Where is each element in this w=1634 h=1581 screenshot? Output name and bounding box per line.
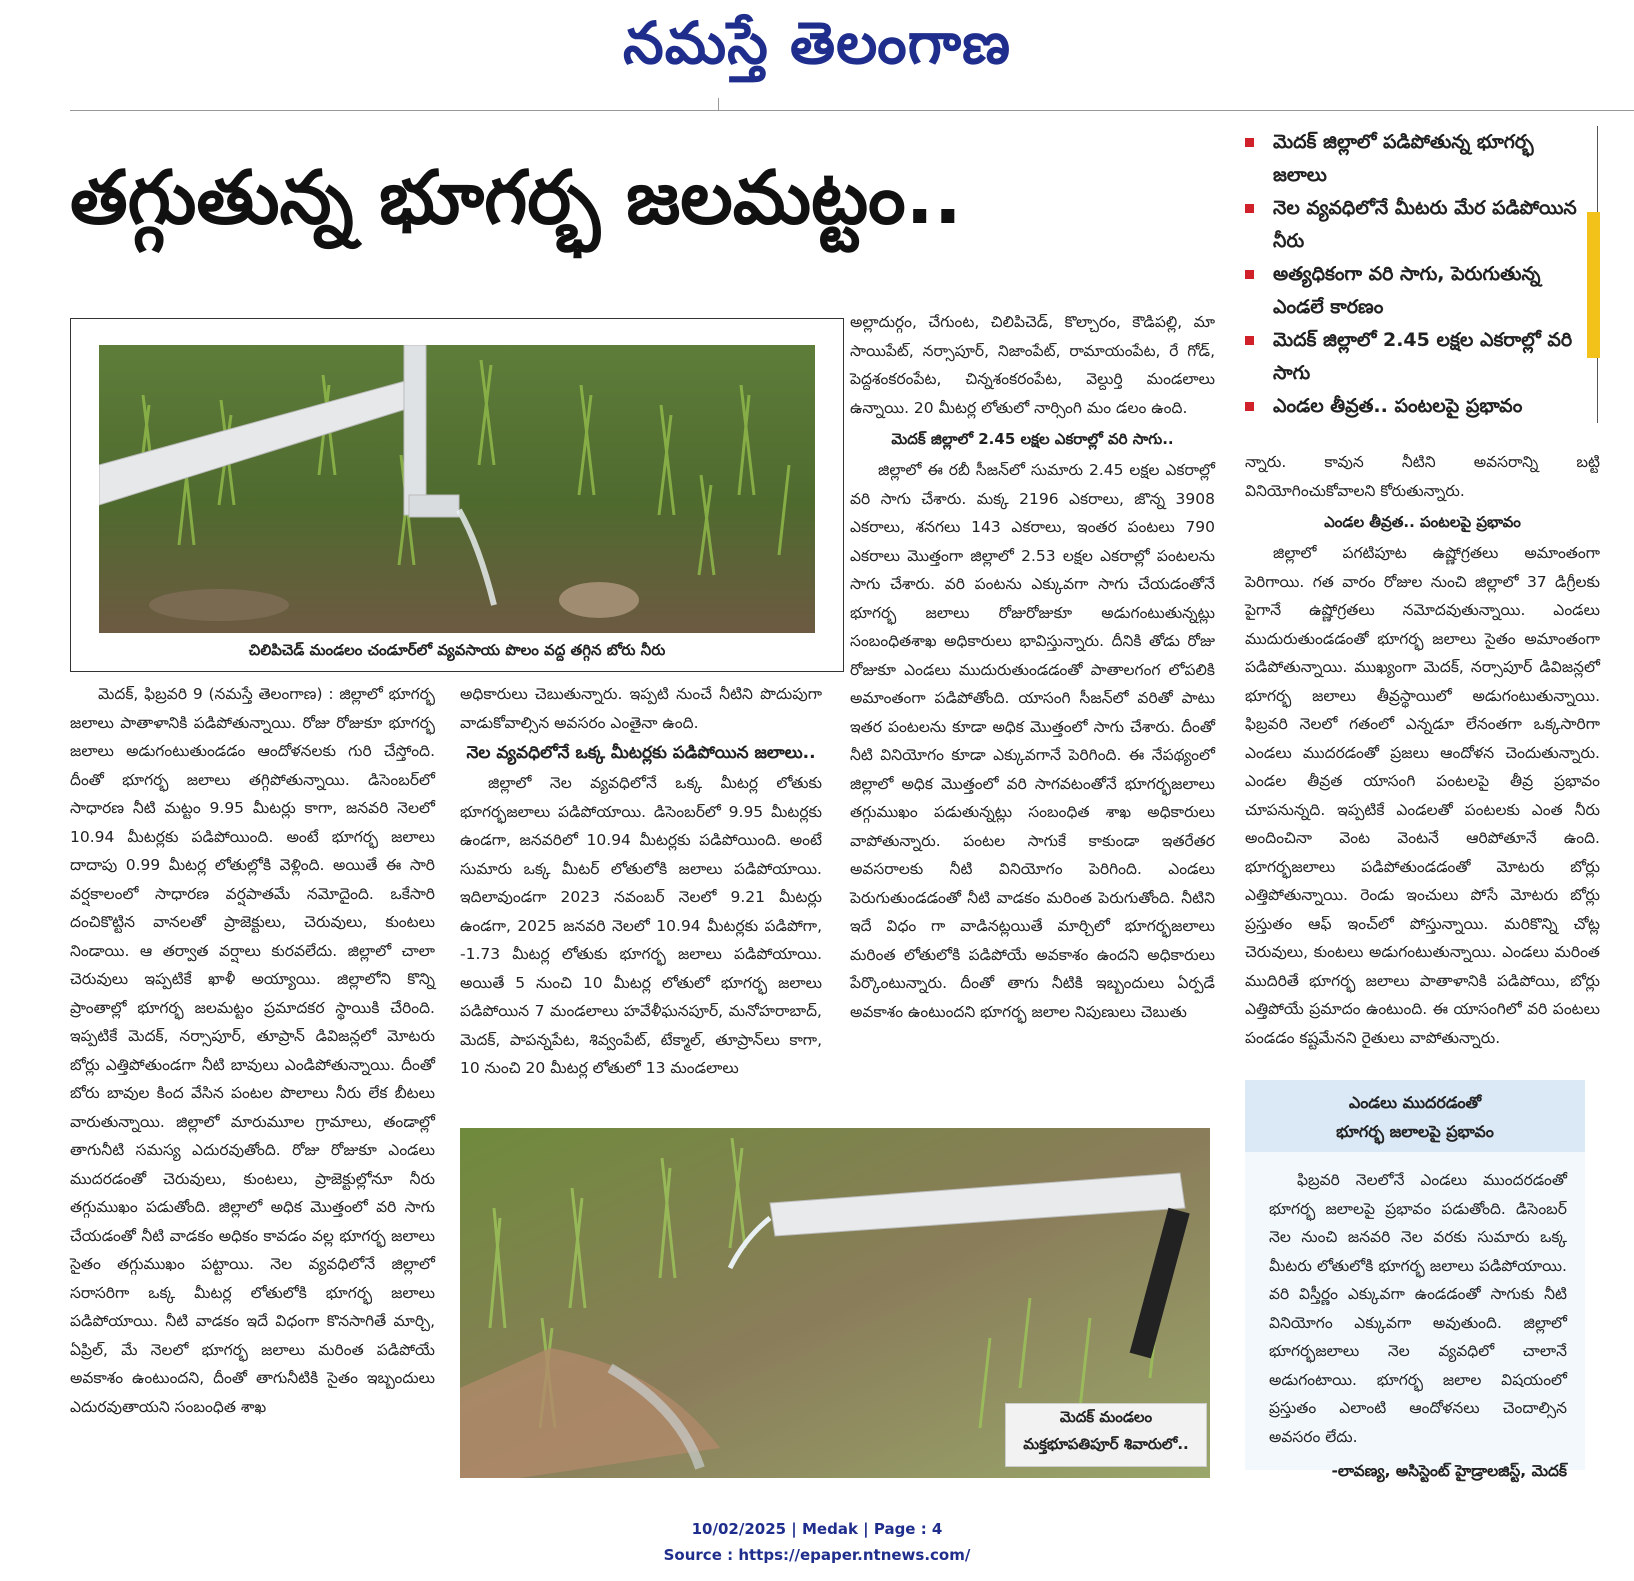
- highlight-item: అత్యధికంగా వరి సాగు, పెరుగుతున్న ఎండలే కారణం: [1245, 258, 1585, 324]
- highlight-item: నెల వ్యవధిలోనే మీటరు మేర పడిపోయిన నీరు: [1245, 192, 1585, 258]
- quote-box-signature: -లావణ్య, అసిస్టెంట్ హైడ్రాలజిస్ట్, మెదక్: [1331, 1462, 1567, 1480]
- page-footer: [0, 1516, 1634, 1568]
- bullet-square-icon: [1245, 138, 1254, 147]
- bullet-square-icon: [1245, 204, 1254, 213]
- column-2-text: జిల్లాలో నెల వ్యవధిలోనే ఒక్క మీటర్ల లోతుకు భూగర్భజలాలు పడిపోయాయి. డిసెంబర్‌లో 9.95 మీటర్లకు ఉండగా, జనవరిలో 10.94 మీటర్లకు పడిపోయింది. అంటే సుమారు ఒక్క మీటర్ లోతులోకి జలాలు పడిపోయాయి. ఇదిలావుండగా 2023 నవంబర్ నెలలో 9.21 మీటర్లు ఉండగా, 2025 జనవరి నెలలో 10.94 మీటర్లకు పడిపోగా, -1.73 మీటర్ల లోతుకు భూగర్భ జలాలు పడిపోయాయి. అయితే 5 నుంచి 10 మీటర్ల లోతులో భూగర్భ జలాలు పడిపోయిన 7 మండలాలు హవేళీఘనపూర్, మనోహరాబాద్, మెదక్, పాపన్నపేట, శివ్వంపేట్, టేక్మాల్, తూప్రాన్‌లు కాగా, 10 నుంచి 20 మీటర్ల లోతులో 13 మండలాలు: [460, 774, 822, 1077]
- bullet-square-icon: [1245, 270, 1254, 279]
- paddy-field-image: [99, 345, 815, 633]
- column-1-text: మెదక్, ఫిబ్రవరి 9 (నమస్తే తెలంగాణ) : జిల్లాలో భూగర్భ జలాలు పాతాళానికి పడిపోతున్నాయి. రోజు రోజుకూ భూగర్భ జలాలు అడుగంటుతుండడం ఆందోళనలకు గురి చేస్తోంది. దీంతో భూగర్భ జలాలు తగ్గిపోతున్నాయి. డిసెంబర్‌లో సాధారణ నీటి మట్టం 9.95 మీటర్లు కాగా, జనవరి నెలలో 10.94 మీటర్లకు పడిపోయింది. అంటే భూగర్భ జలాలు దాదాపు 0.99 మీటర్ల లోతుల్లోకి వెళ్లింది. అయితే ఈ సారి వర్షకాలంలో సాధారణ వర్షపాతమే నమోదైంది. ఒకేసారి దంచికొట్టిన వానలతో ప్రాజెక్టులు, చెరువులు, కుంటలు నిండాయి. ఆ తర్వాత వర్షాలు కురవలేదు. జిల్లాలో చాలా చెరువులు ఇప్పటికే ఖాళీ అయ్యాయి. జిల్లాలోని కొన్ని ప్రాంతాల్లో భూగర్భ జలమట్టం ప్రమాదకర స్థాయికి చేరింది. ఇప్పటికే మెదక్, నర్సాపూర్, తూప్రాన్ డివిజన్లలో మోటరు బోర్లు ఎత్తిపోతుండగా నీటి బావులు ఎండిపోతున్నాయి. దీంతో బోరు బావుల కింద వేసిన పంటల పొలాలు నీరు లేక బీటలు వారుతున్నాయి. జిల్లాలో మారుమూల గ్రామాలు, తండాల్లో తాగునీటి సమస్య ఎదురవుతోంది. రోజు రోజుకూ ఎండలు ముదరడంతో చెరువులు, కుంటలు, ప్రాజెక్టుల్లోనూ నీరు తగ్గుముఖం పడుతోంది. జిల్లాలో అధిక మొత్తంలో వరి సాగు చేయడంతో నీటి వాడకం అధికం కావడం వల్ల భూగర్భ జలాలు సైతం తగ్గుముఖం పట్టాయి. నెల వ్యవధిలోనే జిల్లాలో సరాసరిగా ఒక్క మీటర్ల లోతులోకి భూగర్భ జలాలు పడిపోయాయి. నీటి వాడకం ఇదే విధంగా కొనసాగితే మార్చి, ఏప్రిల్, మే నెలలో భూగర్భ జలాలు మరింత పడిపోయే అవకాశం ఉంటుందని, దీంతో తాగునీటికి సైతం ఇబ్బందులు ఎదురవుతాయని సంబంధిత శాఖ: [70, 685, 435, 1416]
- column-3-subheading: మెదక్ జిల్లాలో 2.45 లక్షల ఎకరాల్లో వరి సాగు..: [891, 430, 1174, 448]
- article-column-2: [460, 680, 822, 1083]
- highlight-item: ఎండల తీవ్రత.. పంటలపై ప్రభావం: [1245, 390, 1585, 423]
- article-column-3: [850, 308, 1215, 1026]
- column-4-subheading: ఎండల తీవ్రత.. పంటలపై ప్రభావం: [1324, 513, 1521, 531]
- accent-bar: [1587, 212, 1600, 358]
- column-4-intro: న్నారు. కావున నీటిని అవసరాన్ని బట్టి వినియోగించుకోవాలని కోరుతున్నారు.: [1245, 453, 1600, 500]
- quote-box-header: ఎండలు ముదరడంతో భూగర్భ జలాలపై ప్రభావం: [1245, 1080, 1585, 1152]
- quote-box-body: [1245, 1152, 1585, 1480]
- highlight-item: మెదక్ జిల్లాలో పడిపోతున్న భూగర్భ జలాలు: [1245, 126, 1585, 192]
- footer-source-link[interactable]: Source : https://epaper.ntnews.com/: [663, 1546, 971, 1564]
- bullet-square-icon: [1245, 336, 1254, 345]
- column-3-intro: అల్లాదుర్గం, చేగుంట, చిలిపిచెడ్, కొల్చారం, కౌడిపల్లి, మా సాయిపేట్, నర్సాపూర్, నిజాంపేట్, రామాయంపేట, రే గోడ్, పెద్దశంకరంపేట, చిన్నశంకరంపేట, వెల్దుర్తి మండలాలు ఉన్నాయి. 20 మీటర్ల లోతులో నార్సింగి మం డలం ఉంది.: [850, 313, 1215, 417]
- highlights-list: [1245, 126, 1598, 423]
- footer-date-edition: 10/02/2025 | Medak | Page : 4: [691, 1520, 943, 1538]
- column-2-subheading: నెల వ్యవధిలోనే ఒక్క మీటర్లకు పడిపోయిన జలాలు..: [466, 743, 816, 763]
- bullet-square-icon: [1245, 402, 1254, 411]
- masthead-rule: [70, 110, 1634, 111]
- article-headline: తగ్గుతున్న భూగర్భ జలమట్టం..: [70, 155, 962, 241]
- photo1-caption: చిలిపిచెడ్ మండలం చండూర్‌లో వ్యవసాయ పొలం వద్ద తగ్గిన బోరు నీరు: [248, 641, 666, 659]
- article-column-4: [1245, 448, 1600, 1052]
- highlight-item: మెదక్ జిల్లాలో 2.45 లక్షల ఎకరాల్లో వరి సాగు: [1245, 324, 1585, 390]
- photo2-caption: మెదక్ మండలం మక్తభూపతిపూర్ శివారులో..: [1005, 1403, 1207, 1467]
- masthead-rule-tick: [718, 98, 719, 110]
- photo-borewell-field: [70, 318, 844, 672]
- column-3-text: జిల్లాలో ఈ రబీ సీజన్‌లో సుమారు 2.45 లక్షల ఎకరాల్లో వరి సాగు చేశారు. మక్క 2196 ఎకరాలు, జొన్న 3908 ఎకరాలు, శనగలు 143 ఎకరాలు, ఇంతర పంటలు 790 ఎకరాలు మొత్తంగా జిల్లాలో 2.53 లక్షల ఎకరాల్లో పంటలను సాగు చేశారు. వరి పంటను ఎక్కువగా సాగు చేయడంతోనే భూగర్భ జలాలు రోజురోజుకూ అడుగంటుతున్నట్లు సంబంధితశాఖ అధికారులు భావిస్తున్నారు. దీనికి తోడు రోజు రోజుకూ ఎండలు ముదురుతుండడంతో పాతాలగంగ లోపలికి అమాంతంగా పడిపోతోంది. యాసంగి సీజన్‌లో వరితో పాటు ఇతర పంటలను కూడా అధిక మొత్తంలో సాగు చేశారు. దీంతో నీటి వినియోగం కూడా ఎక్కువగానే పెరిగింది. ఈ నేపథ్యంలో జిల్లాలో అధిక మొత్తంలో వరి సాగవటంతోనే భూగర్భజలాలు తగ్గుముఖం పడుతున్నట్లు సంబంధిత శాఖ అధికారులు వాపోతున్నారు. పంటల సాగుకే కాకుండా ఇతరేతర అవసరాలకు నీటి వినియోగం పెరిగింది. ఎండలు పెరుగుతుండడంతో నీటి వాడకం మరింత పెరుగుతోంది. నీటిని ఇదే విధం గా వాడినట్లయితే మార్చిలో భూగర్భజలాలు మరింత లోతులోకి పడిపోయే అవకాశం ఉందని అధికారులు పేర్కొంటున్నారు. దీంతో తాగు నీటికి ఇబ్బందులు ఏర్పడే అవకాశం ఉంటుందని భూగర్భ జలాల నిపుణులు చెబుతు: [850, 461, 1215, 1021]
- quote-box-text: ఫిబ్రవరి నెలలోనే ఎండలు ముందరడంతో భూగర్భ జలాలపై ప్రభావం పడుతోంది. డిసెంబర్ నెల నుంచి జనవరి నెల వరకు సుమారు ఒక్క మీటరు లోతులోకి భూగర్భ జలాలు పడిపోయాయి. వరి విస్తీర్ణం ఎక్కువగా ఉండడంతో సాగుకు నీటి వినియోగం ఎక్కువగా అవుతుంది. జిల్లాలో భూగర్భజలాలు నెల వ్యవధిలో చాలానే అడుగంటాయి. భూగర్భ జలాల విషయంలో ప్రస్తుతం ఎలాంటి ఆందోళనలు చెందాల్సిన అవసరం లేదు.: [1269, 1171, 1567, 1446]
- column-2-intro: అధికారులు చెబుతున్నారు. ఇప్పటి నుంచే నీటిని పొదుపుగా వాడుకోవాల్సిన అవసరం ఎంతైనా ఉంది.: [460, 685, 822, 732]
- column-4-text: జిల్లాలో పగటిపూట ఉష్ణోగ్రతలు అమాంతంగా పెరిగాయి. గత వారం రోజుల నుంచి జిల్లాలో 37 డిగ్రీలకు పైగానే ఉష్ణోగ్రతలు నమోదవుతున్నాయి. ఎండలు ముదురుతుండడంతో భూగర్భ జలాలు సైతం అమాంతంగా పడిపోతున్నాయి. ముఖ్యంగా మెదక్, నర్సాపూర్ డివిజన్లలో భూగర్భ జలాలు తీవ్రస్థాయిలో అడుగంటుతున్నాయి. ఫిబ్రవరి నెలలో గతంలో ఎన్నడూ లేనంతగా ఒక్కసారిగా ఎండలు ముదరడంతో ప్రజలు ఆందోళన చెందుతున్నారు. ఎండల తీవ్రత యాసంగి పంటలపై తీవ్ర ప్రభావం చూపనున్నది. ఇప్పటికే ఎండలతో పంటలకు ఎంత నీరు అందించినా వెంట వెంటనే ఆరిపోతూనే ఉంది. భూగర్భజలాలు పడిపోతుండడంతో మోటరు బోర్లు ఎత్తిపోతున్నాయి. రెండు ఇంచులు పోసే మోటరు బోర్లు ప్రస్తుతం ఆఫ్ ఇంచ్‌లో పోస్తున్నాయి. మరికొన్ని చోట్ల చెరువులు, కుంటలు అడుగంటుతున్నాయి. ఎండలు మరింత ముదిరితే భూగర్భ జలాలు పాతాళానికి పడిపోయి, బోర్లు ఎత్తిపోయే ప్రమాదం ఉంటుంది. ఈ యాసంగిలో వరి పంటలు పండడం కష్టమేనని రైతులు వాపోతున్నారు.: [1245, 544, 1600, 1047]
- masthead-logo: నమస్తే తెలంగాణ: [623, 9, 1011, 77]
- article-column-1: [70, 680, 435, 1421]
